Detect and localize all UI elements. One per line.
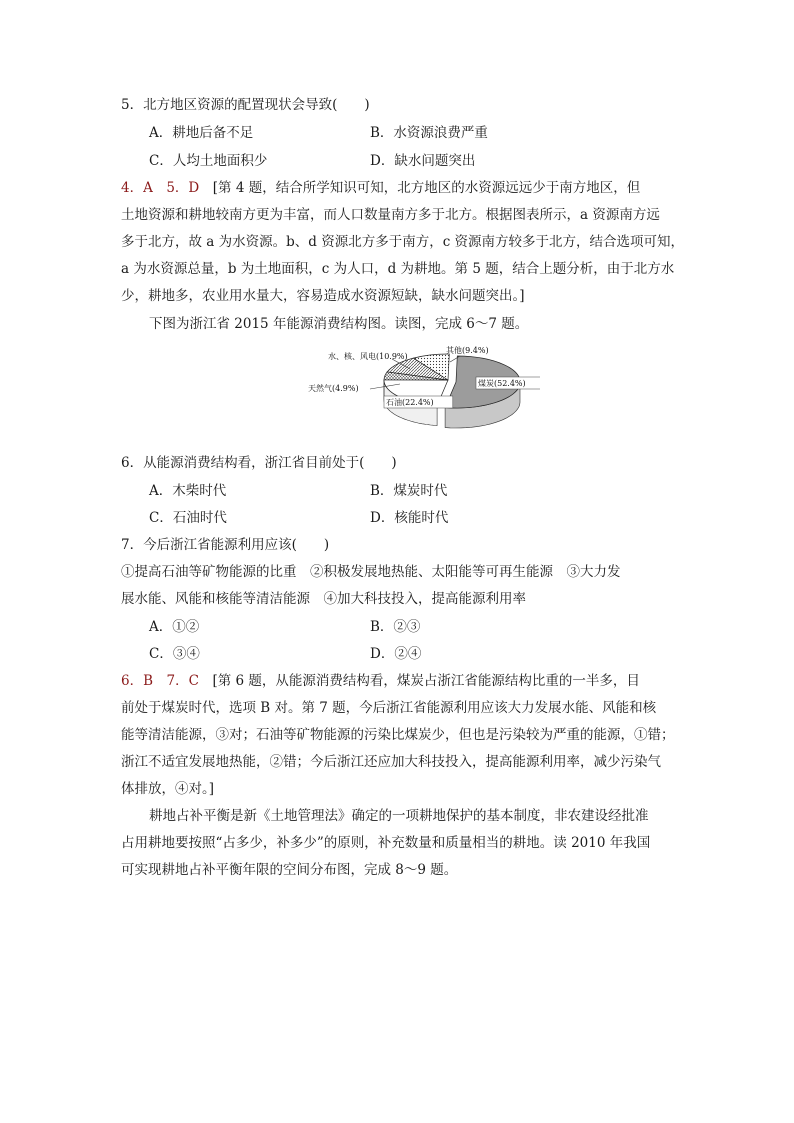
question-7-stem: 7．今后浙江省能源利用应该( ) (121, 537, 330, 553)
answer-4-5-line-1 (121, 179, 640, 197)
energy-pie-chart (300, 342, 540, 444)
answer-4-5-label: 4．A 5．D (121, 180, 200, 196)
pie-label-oil: 石油(22.4%) (386, 398, 434, 407)
q7-option-b: B．②③ (370, 619, 421, 635)
q5-option-b: B．水资源浪费严重 (370, 125, 488, 141)
intro-8-9-line-3: 可实现耕地占补平衡年限的空间分布图，完成 8～9 题。 (121, 862, 458, 878)
pie-label-gas: 天然气(4.9%) (308, 384, 359, 393)
answer-6-7-line-5: 体排放，④对。] (121, 781, 215, 797)
answer-6-7-label: 6．B 7．C (121, 673, 199, 689)
intro-8-9-line-1: 耕地占补平衡是新《土地管理法》确定的一项耕地保护的基本制度，非农建设经批准 (149, 808, 649, 824)
pie-label-coal: 煤炭(52.4%) (478, 379, 526, 388)
answer-4-5-text: [第 4 题，结合所学知识可知，北方地区的水资源远远少于南方地区，但 (212, 180, 641, 196)
q7-option-c: C．③④ (149, 646, 200, 662)
pie-label-other: 其他(9.4%) (446, 346, 489, 355)
answer-6-7-line-3: 能等清洁能源，③对；石油等矿物能源的污染比煤炭少，但也是污染较为严重的能源，①错； (121, 727, 675, 743)
q6-option-a: A．木柴时代 (149, 483, 227, 499)
q5-option-c: C．人均土地面积少 (149, 153, 268, 169)
answer-4-5-line-2: 土地资源和耕地较南方更为丰富，而人口数量南方多于北方。根据图表所示，a 资源南方远 (121, 207, 660, 223)
answer-4-5-line-4: a 为水资源总量，b 为土地面积，c 为人口，d 为耕地。第 5 题，结合上题分析，由于北方水 (121, 261, 675, 277)
answer-6-7-line-4: 浙江不适宜发展地热能，②错；今后浙江还应加大科技投入，提高能源利用率，减少污染气 (121, 754, 661, 770)
q6-option-c: C．石油时代 (149, 510, 227, 526)
question-7-body-line-1: ①提高石油等矿物能源的比重 ②积极发展地热能、太阳能等可再生能源 ③大力发 (121, 564, 621, 580)
answer-6-7-text: [第 6 题，从能源消费结构看，煤炭占浙江省能源结构比重的一半多，目 (212, 673, 640, 689)
q5-option-a: A．耕地后备不足 (149, 125, 254, 141)
intro-8-9-line-2: 占用耕地要按照“占多少，补多少”的原则，补充数量和质量相当的耕地。读 2010 年我国 (121, 835, 651, 851)
q5-option-d: D．缺水问题突出 (370, 153, 476, 169)
q6-option-d: D．核能时代 (370, 510, 449, 526)
answer-6-7-line-2: 前处于煤炭时代，选项 B 对。第 7 题，今后浙江省能源利用应该大力发展水能、风能和核 (121, 700, 657, 716)
question-6-stem: 6．从能源消费结构看，浙江省目前处于( ) (121, 455, 397, 471)
q7-option-d: D．②④ (370, 646, 422, 662)
answer-6-7-line-1 (121, 672, 640, 690)
q6-option-b: B．煤炭时代 (370, 483, 448, 499)
question-7-body-line-2: 展水能、风能和核能等清洁能源 ④加大科技投入，提高能源利用率 (121, 591, 526, 607)
intro-6-7: 下图为浙江省 2015 年能源消费结构图。读图，完成 6～7 题。 (149, 316, 529, 332)
answer-4-5-line-5: 少，耕地多，农业用水量大，容易造成水资源短缺，缺水问题突出。] (121, 288, 525, 304)
question-5-stem: 5．北方地区资源的配置现状会导致( ) (121, 97, 370, 113)
pie-label-hydro-nuclear-wind: 水、核、风电(10.9%) (328, 352, 408, 361)
q7-option-a: A．①② (149, 619, 200, 635)
answer-4-5-line-3: 多于北方，故 a 为水资源。b、d 资源北方多于南方，c 资源南方较多于北方，结合选项可知， (121, 234, 685, 250)
energy-pie-svg (300, 342, 540, 444)
